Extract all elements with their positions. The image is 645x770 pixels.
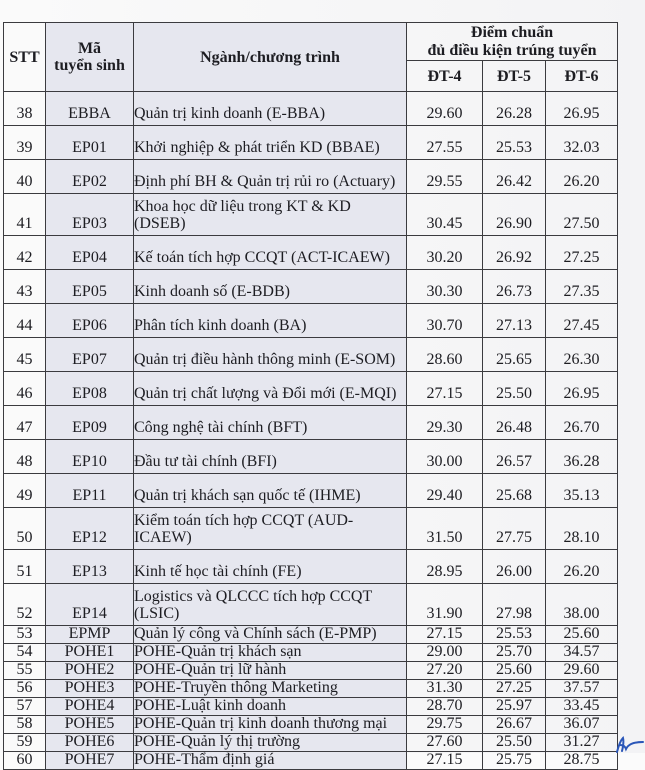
cell-stt: 46 [4, 372, 46, 406]
cell-program: POHE-Truyền thông Marketing [134, 680, 407, 698]
cell-dt6: 38.00 [546, 584, 618, 626]
table-row [4, 236, 618, 270]
program-line2: ICAEW) [134, 529, 192, 546]
cell-stt: 40 [4, 160, 46, 194]
cell-dt5: 26.90 [483, 194, 546, 236]
cell-program: Quản trị khách sạn quốc tế (IHME) [134, 474, 407, 508]
cell-code: POHE4 [46, 698, 134, 716]
cell-dt5: 25.60 [483, 662, 546, 680]
cell-dt4: 31.50 [407, 508, 483, 550]
cell-dt6: 27.50 [546, 194, 618, 236]
cell-dt5: 26.67 [483, 716, 546, 734]
cell-dt5: 27.25 [483, 680, 546, 698]
header-admission-code [46, 23, 134, 92]
cell-dt4: 27.15 [407, 626, 483, 644]
table-row [4, 550, 618, 584]
cell-dt4: 30.20 [407, 236, 483, 270]
cell-dt5: 25.50 [483, 734, 546, 752]
cell-stt: 60 [4, 752, 46, 770]
cell-dt4: 29.75 [407, 716, 483, 734]
header-code-line1: Mã [77, 40, 102, 57]
cell-dt6: 26.30 [546, 338, 618, 372]
cell-dt5: 25.65 [483, 338, 546, 372]
table-row [4, 662, 618, 680]
cell-stt: 55 [4, 662, 46, 680]
cell-code: POHE3 [46, 680, 134, 698]
cell-program: Quản trị điều hành thông minh (E-SOM) [134, 338, 407, 372]
cell-dt5: 26.92 [483, 236, 546, 270]
cell-code: EP05 [46, 270, 134, 304]
cell-dt6: 32.03 [546, 126, 618, 160]
cell-program: POHE-Quản trị khách sạn [134, 644, 407, 662]
header-group-line1: Điểm chuẩn [470, 24, 554, 41]
header-dt5: ĐT-5 [483, 61, 546, 92]
table-row [4, 372, 618, 406]
cell-dt6: 35.13 [546, 474, 618, 508]
cell-stt: 59 [4, 734, 46, 752]
cell-dt4: 29.55 [407, 160, 483, 194]
cell-dt4: 27.20 [407, 662, 483, 680]
cell-dt5: 26.28 [483, 92, 546, 126]
cell-program: POHE-Quản trị lữ hành [134, 662, 407, 680]
cell-dt4: 30.45 [407, 194, 483, 236]
cell-stt: 51 [4, 550, 46, 584]
cell-dt6: 33.45 [546, 698, 618, 716]
header-code-line2: tuyển sinh [54, 57, 125, 74]
cell-dt5: 25.53 [483, 126, 546, 160]
cell-dt5: 27.98 [483, 584, 546, 626]
cell-dt4: 30.00 [407, 440, 483, 474]
cell-dt6: 26.95 [546, 372, 618, 406]
cell-stt: 52 [4, 584, 46, 626]
cell-dt4: 29.60 [407, 92, 483, 126]
cell-stt: 57 [4, 698, 46, 716]
cell-dt4: 28.95 [407, 550, 483, 584]
cell-stt: 38 [4, 92, 46, 126]
cell-dt4: 29.00 [407, 644, 483, 662]
table-row [4, 698, 618, 716]
cell-dt5: 25.68 [483, 474, 546, 508]
cell-stt: 56 [4, 680, 46, 698]
table-row [4, 680, 618, 698]
cell-stt: 49 [4, 474, 46, 508]
cell-dt6: 27.35 [546, 270, 618, 304]
table-row [4, 338, 618, 372]
cell-code: EP12 [46, 508, 134, 550]
cell-program: Quản trị chất lượng và Đổi mới (E-MQI) [134, 372, 407, 406]
table-row [4, 270, 618, 304]
table-row [4, 626, 618, 644]
cell-dt5: 25.70 [483, 644, 546, 662]
table-row [4, 160, 618, 194]
cell-code: EP10 [46, 440, 134, 474]
cell-dt6: 26.20 [546, 550, 618, 584]
program-line1: Logistics và QLCCC tích hợp CCQT [134, 588, 373, 605]
cell-dt6: 36.07 [546, 716, 618, 734]
cell-dt5: 26.42 [483, 160, 546, 194]
cell-stt: 39 [4, 126, 46, 160]
cell-stt: 47 [4, 406, 46, 440]
table-row [4, 92, 618, 126]
cell-stt: 42 [4, 236, 46, 270]
cell-code: EP14 [46, 584, 134, 626]
cell-dt6: 29.60 [546, 662, 618, 680]
cell-stt: 45 [4, 338, 46, 372]
cell-dt4: 27.15 [407, 372, 483, 406]
cell-dt5: 27.75 [483, 508, 546, 550]
cell-stt: 50 [4, 508, 46, 550]
cell-dt6: 27.45 [546, 304, 618, 338]
cell-program: Công nghệ tài chính (BFT) [134, 406, 407, 440]
header-dt6: ĐT-6 [546, 61, 618, 92]
cell-program: Kế toán tích hợp CCQT (ACT-ICAEW) [134, 236, 407, 270]
cell-stt: 53 [4, 626, 46, 644]
cell-program [134, 508, 407, 550]
table-row [4, 304, 618, 338]
cell-program: POHE-Thẩm định giá [134, 752, 407, 770]
cell-dt5: 26.73 [483, 270, 546, 304]
table-row [4, 474, 618, 508]
cell-program: POHE-Quản trị kinh doanh thương mại [134, 716, 407, 734]
cell-dt6: 26.70 [546, 406, 618, 440]
cell-dt5: 25.53 [483, 626, 546, 644]
cell-dt4: 31.30 [407, 680, 483, 698]
signature-mark-icon [614, 734, 644, 753]
cell-dt6: 25.60 [546, 626, 618, 644]
cell-code: POHE7 [46, 752, 134, 770]
cell-dt6: 36.28 [546, 440, 618, 474]
program-line1: Kiểm toán tích hợp CCQT (AUD- [134, 512, 354, 529]
table-row [4, 194, 618, 236]
cell-dt6: 31.27 [546, 734, 618, 752]
cell-dt6: 26.95 [546, 92, 618, 126]
cell-stt: 41 [4, 194, 46, 236]
cell-code: POHE1 [46, 644, 134, 662]
header-stt: STT [4, 23, 46, 92]
cell-dt6: 28.75 [546, 752, 618, 770]
cell-dt4: 27.60 [407, 734, 483, 752]
cell-program: Phân tích kinh doanh (BA) [134, 304, 407, 338]
header-group-line2: đủ điều kiện trúng tuyển [427, 42, 597, 59]
program-line1: Khoa học dữ liệu trong KT & KD [134, 198, 351, 215]
cell-code: EP03 [46, 194, 134, 236]
cell-dt5: 26.48 [483, 406, 546, 440]
cell-dt4: 30.30 [407, 270, 483, 304]
cell-dt5: 27.13 [483, 304, 546, 338]
program-line2: (LSIC) [134, 605, 180, 622]
cell-code: EBBA [46, 92, 134, 126]
cell-program: Quản trị kinh doanh (E-BBA) [134, 92, 407, 126]
cell-program [134, 194, 407, 236]
cell-program: Kinh tế học tài chính (FE) [134, 550, 407, 584]
cell-dt4: 28.70 [407, 698, 483, 716]
table-row [4, 752, 618, 770]
cell-dt6: 37.57 [546, 680, 618, 698]
cell-dt4: 29.40 [407, 474, 483, 508]
header-row [4, 23, 618, 61]
cell-program: Quản lý công và Chính sách (E-PMP) [134, 626, 407, 644]
cell-code: EP09 [46, 406, 134, 440]
cell-program: Định phí BH & Quản trị rủi ro (Actuary) [134, 160, 407, 194]
cell-stt: 58 [4, 716, 46, 734]
cell-dt6: 34.57 [546, 644, 618, 662]
cell-code: POHE5 [46, 716, 134, 734]
cell-program: POHE-Luật kinh doanh [134, 698, 407, 716]
cell-dt5: 25.75 [483, 752, 546, 770]
cell-dt4: 30.70 [407, 304, 483, 338]
cell-dt6: 27.25 [546, 236, 618, 270]
cell-program: Kinh doanh số (E-BDB) [134, 270, 407, 304]
table-row [4, 126, 618, 160]
cell-code: EP08 [46, 372, 134, 406]
cell-stt: 44 [4, 304, 46, 338]
cell-dt5: 26.57 [483, 440, 546, 474]
table-row [4, 584, 618, 626]
table-row [4, 508, 618, 550]
cell-code: EP04 [46, 236, 134, 270]
cell-code: EP13 [46, 550, 134, 584]
cell-dt5: 25.50 [483, 372, 546, 406]
cell-code: EPMP [46, 626, 134, 644]
program-line2: (DSEB) [134, 215, 186, 232]
cell-dt5: 25.97 [483, 698, 546, 716]
cell-code: EP07 [46, 338, 134, 372]
cell-dt4: 27.15 [407, 752, 483, 770]
cell-dt4: 27.55 [407, 126, 483, 160]
table-row [4, 716, 618, 734]
cell-code: POHE6 [46, 734, 134, 752]
cell-code: EP02 [46, 160, 134, 194]
cell-code: EP06 [46, 304, 134, 338]
cell-program: Đầu tư tài chính (BFI) [134, 440, 407, 474]
header-dt4: ĐT-4 [407, 61, 483, 92]
cell-code: EP11 [46, 474, 134, 508]
header-score-group [407, 23, 618, 61]
cell-program [134, 584, 407, 626]
cell-program: POHE-Quản lý thị trường [134, 734, 407, 752]
cell-dt6: 26.20 [546, 160, 618, 194]
table-row [4, 440, 618, 474]
cell-dt4: 29.30 [407, 406, 483, 440]
header-program: Ngành/chương trình [134, 23, 407, 92]
cell-code: EP01 [46, 126, 134, 160]
cell-code: POHE2 [46, 662, 134, 680]
admission-scores-table [3, 22, 618, 770]
cell-dt5: 26.00 [483, 550, 546, 584]
table-row [4, 734, 618, 752]
cell-program: Khởi nghiệp & phát triển KD (BBAE) [134, 126, 407, 160]
table-row [4, 406, 618, 440]
table-row [4, 644, 618, 662]
cell-dt4: 28.60 [407, 338, 483, 372]
cell-dt4: 31.90 [407, 584, 483, 626]
cell-stt: 48 [4, 440, 46, 474]
cell-dt6: 28.10 [546, 508, 618, 550]
cell-stt: 54 [4, 644, 46, 662]
cell-stt: 43 [4, 270, 46, 304]
